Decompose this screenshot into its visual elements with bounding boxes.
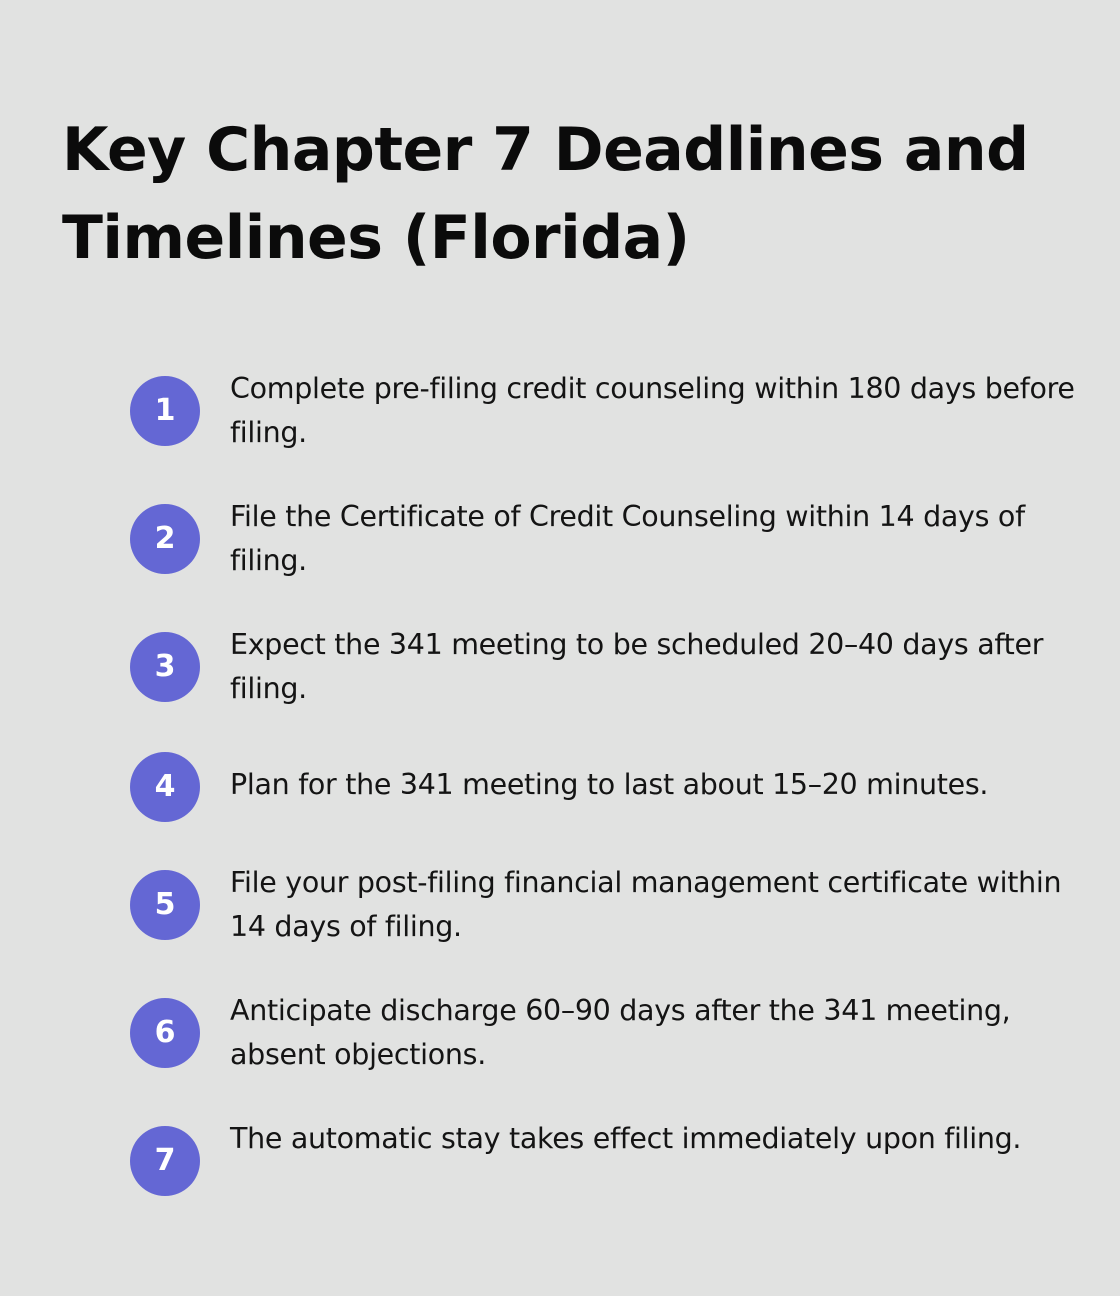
step-text: Anticipate discharge 60–90 days after the 341 meeting, absent objections. xyxy=(230,994,1011,1071)
step-text: File the Certificate of Credit Counseling within 14 days of filing. xyxy=(230,500,1025,577)
page-title: Key Chapter 7 Deadlines and Timelines (Florida) xyxy=(62,115,1029,273)
step-text: The automatic stay takes effect immediately upon filing. xyxy=(230,1122,1022,1155)
step-number-badge: 5 xyxy=(130,870,200,940)
step-text: Plan for the 341 meeting to last about 15–20 minutes. xyxy=(230,768,989,801)
step-text: File your post-filing financial management certificate within 14 days of filing. xyxy=(230,866,1062,943)
step-number-badge: 7 xyxy=(130,1126,200,1196)
step-number-badge: 1 xyxy=(130,376,200,446)
step-number-badge: 3 xyxy=(130,632,200,702)
step-number-badge: 2 xyxy=(130,504,200,574)
step-number-badge: 4 xyxy=(130,752,200,822)
step-text: Expect the 341 meeting to be scheduled 20–40 days after filing. xyxy=(230,628,1044,705)
step-text: Complete pre-filing credit counseling within 180 days before filing. xyxy=(230,372,1075,449)
step-number-badge: 6 xyxy=(130,998,200,1068)
